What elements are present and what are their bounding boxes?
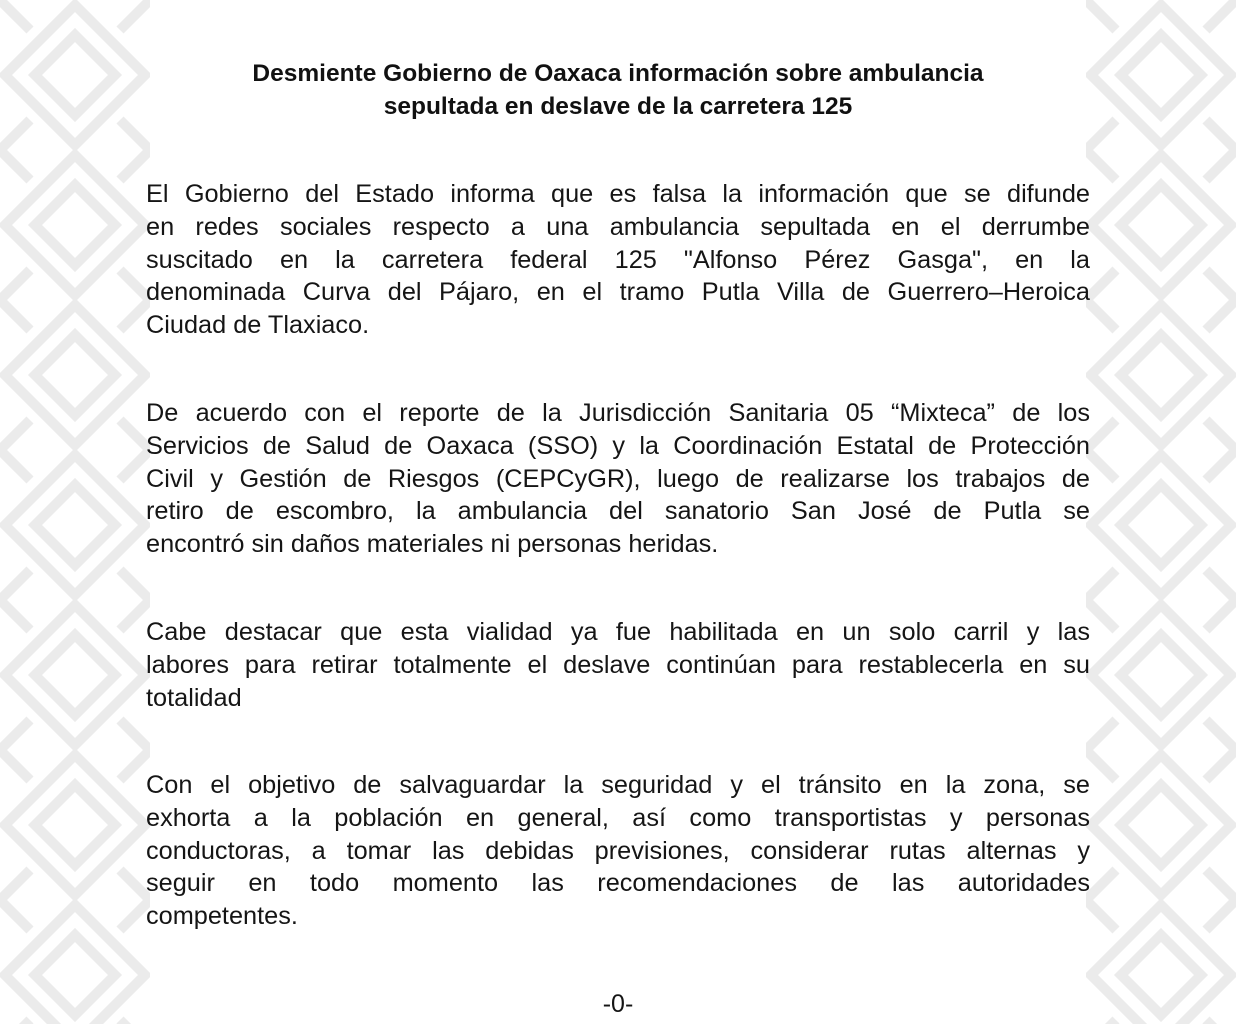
paragraph-line: Servicios de Salud de Oaxaca (SSO) y la Coordinación Estatal de Protección bbox=[146, 431, 1090, 460]
paragraph-line: Ciudad de Tlaxiaco. bbox=[146, 311, 370, 340]
paragraph-line: encontró sin daños materiales ni personas heridas. bbox=[146, 530, 719, 559]
paragraph-1 bbox=[146, 178, 1090, 342]
title-line-2: sepultada en deslave de la carretera 125 bbox=[383, 93, 853, 120]
paragraph-line: De acuerdo con el reporte de la Jurisdicción Sanitaria 05 “Mixteca” de los bbox=[146, 399, 1090, 427]
paragraph-line: denominada Curva del Pájaro, en el tramo Putla Villa de Guerrero–Heroica bbox=[146, 278, 1090, 307]
paragraph-line: labores para retirar totalmente el deslave continúan para restablecerla en su bbox=[146, 650, 1090, 679]
paragraph-4 bbox=[146, 769, 1090, 933]
end-mark: -0- bbox=[602, 990, 634, 1018]
paragraph-3 bbox=[146, 616, 1090, 714]
paragraph-line: competentes. bbox=[146, 902, 298, 931]
paragraph-line: Cabe destacar que esta vialidad ya fue habilitada en un solo carril y las bbox=[146, 618, 1090, 646]
paragraph-line: seguir en todo momento las recomendaciones de las autoridades bbox=[146, 869, 1090, 898]
paragraph-line: totalidad bbox=[146, 683, 242, 712]
document-title bbox=[150, 57, 1086, 123]
paragraph-line: Civil y Gestión de Riesgos (CEPCyGR), luego de realizarse los trabajos de bbox=[146, 464, 1090, 493]
paragraph-line: Con el objetivo de salvaguardar la seguridad y el tránsito en la zona, se bbox=[146, 771, 1090, 799]
title-line-1: Desmiente Gobierno de Oaxaca información sobre ambulancia bbox=[252, 60, 984, 87]
paragraph-2 bbox=[146, 397, 1090, 561]
paragraph-line: en redes sociales respecto a una ambulancia sepultada en el derrumbe bbox=[146, 212, 1090, 241]
paragraph-line: exhorta a la población en general, así como transportistas y personas bbox=[146, 803, 1090, 832]
paragraph-line: suscitado en la carretera federal 125 "Alfonso Pérez Gasga", en la bbox=[146, 245, 1090, 274]
paragraph-line: conductoras, a tomar las debidas previsiones, considerar rutas alternas y bbox=[146, 836, 1090, 865]
paragraph-line: El Gobierno del Estado informa que es falsa la información que se difunde bbox=[146, 180, 1090, 208]
paragraph-line: retiro de escombro, la ambulancia del sanatorio San José de Putla se bbox=[146, 497, 1090, 526]
